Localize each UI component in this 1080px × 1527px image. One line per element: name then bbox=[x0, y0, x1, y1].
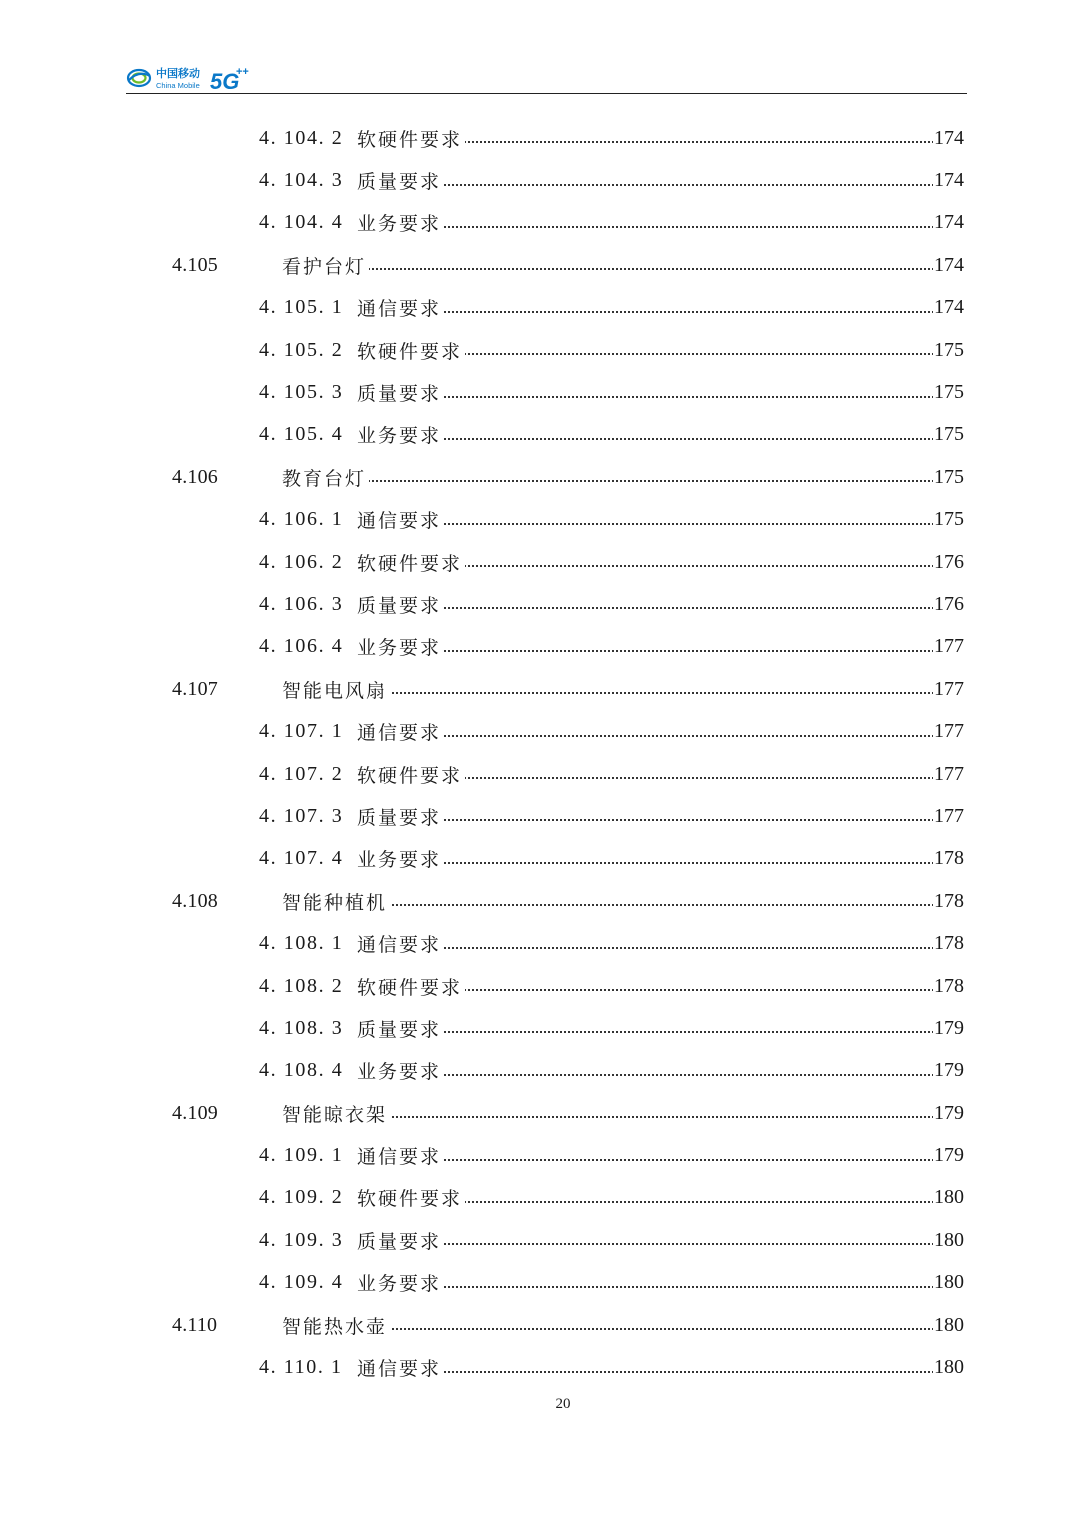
toc-dot-leader bbox=[360, 396, 962, 398]
toc-entry-title: 通信要求 bbox=[357, 506, 444, 533]
toc-entry-number: 4. 108. 3 bbox=[259, 1016, 344, 1039]
logo-cn-text: 中国移动 bbox=[156, 67, 200, 80]
toc-entry-title: 智能电风扇 bbox=[282, 676, 390, 703]
toc-entry-title: 软硬件要求 bbox=[357, 761, 465, 788]
toc-entry-title: 业务要求 bbox=[357, 421, 444, 448]
toc-dot-leader bbox=[360, 735, 962, 737]
toc-entry-title: 业务要求 bbox=[357, 1057, 444, 1084]
toc-entry-page: 177 bbox=[934, 677, 964, 700]
toc-entry-title: 业务要求 bbox=[357, 1269, 444, 1296]
toc-entry[interactable] bbox=[0, 1050, 1080, 1092]
toc-entry[interactable] bbox=[0, 117, 1080, 159]
toc-entry-page: 180 bbox=[934, 1271, 964, 1294]
toc-entry-number: 4. 105. 4 bbox=[259, 423, 344, 446]
toc-entry-page: 174 bbox=[934, 211, 964, 234]
toc-dot-leader bbox=[360, 607, 962, 609]
toc-dot-leader bbox=[360, 523, 962, 525]
toc-entry-title: 智能晾衣架 bbox=[282, 1100, 390, 1127]
toc-entry-page: 180 bbox=[934, 1356, 964, 1379]
toc-dot-leader bbox=[360, 1074, 962, 1076]
toc-entry-page: 175 bbox=[934, 381, 964, 404]
logo-plus-text: ++ bbox=[236, 66, 249, 78]
toc-entry-page: 175 bbox=[934, 338, 964, 361]
toc-entry-title: 通信要求 bbox=[357, 718, 444, 745]
toc-entry-title: 通信要求 bbox=[357, 294, 444, 321]
toc-entry-page: 174 bbox=[934, 169, 964, 192]
toc-dot-leader bbox=[360, 1371, 962, 1373]
china-mobile-swirl-icon bbox=[128, 70, 150, 86]
toc-entry-page: 178 bbox=[934, 932, 964, 955]
toc-entry-number: 4. 107. 4 bbox=[259, 847, 344, 870]
toc-entry-page: 179 bbox=[934, 1059, 964, 1082]
toc-entry-title: 智能种植机 bbox=[282, 888, 390, 915]
toc-entry-page: 178 bbox=[934, 889, 964, 912]
toc-entry-page: 174 bbox=[934, 126, 964, 149]
header-divider bbox=[126, 93, 967, 94]
toc-entry-number: 4. 106. 3 bbox=[259, 592, 344, 615]
toc-entry-page: 180 bbox=[934, 1313, 964, 1336]
toc-entry-number: 4. 104. 2 bbox=[259, 126, 344, 149]
toc-entry-title: 软硬件要求 bbox=[357, 125, 465, 152]
toc-entry[interactable] bbox=[0, 287, 1080, 329]
toc-entry-page: 177 bbox=[934, 804, 964, 827]
toc-entry-title: 软硬件要求 bbox=[357, 973, 465, 1000]
toc-entry-page: 177 bbox=[934, 720, 964, 743]
toc-entry[interactable] bbox=[0, 329, 1080, 371]
toc-entry-number: 4. 108. 2 bbox=[259, 974, 344, 997]
toc-entry-title: 业务要求 bbox=[357, 845, 444, 872]
table-of-contents bbox=[0, 117, 1080, 1389]
toc-entry-page: 179 bbox=[934, 1016, 964, 1039]
toc-entry-page: 177 bbox=[934, 635, 964, 658]
toc-entry-page: 180 bbox=[934, 1228, 964, 1251]
toc-dot-leader bbox=[360, 1031, 962, 1033]
toc-entry-page: 176 bbox=[934, 592, 964, 615]
toc-entry-page: 178 bbox=[934, 974, 964, 997]
toc-dot-leader bbox=[360, 184, 962, 186]
toc-entry-number: 4. 107. 2 bbox=[259, 762, 344, 785]
toc-entry-page: 174 bbox=[934, 253, 964, 276]
toc-entry[interactable] bbox=[0, 922, 1080, 964]
toc-entry-number: 4. 109. 3 bbox=[259, 1228, 344, 1251]
toc-dot-leader bbox=[360, 1286, 962, 1288]
toc-entry[interactable] bbox=[0, 244, 1080, 286]
toc-entry-title: 质量要求 bbox=[357, 379, 444, 406]
toc-entry-number: 4. 105. 2 bbox=[259, 338, 344, 361]
toc-dot-leader bbox=[360, 819, 962, 821]
toc-entry-number: 4. 107. 3 bbox=[259, 804, 344, 827]
toc-entry-number: 4. 109. 2 bbox=[259, 1186, 344, 1209]
toc-entry[interactable] bbox=[0, 202, 1080, 244]
toc-entry-page: 177 bbox=[934, 762, 964, 785]
toc-entry-title: 看护台灯 bbox=[282, 252, 369, 279]
toc-dot-leader bbox=[360, 1116, 962, 1118]
china-mobile-logo bbox=[126, 62, 256, 92]
toc-entry[interactable] bbox=[0, 1177, 1080, 1219]
toc-entry-number: 4. 108. 1 bbox=[259, 932, 344, 955]
toc-entry[interactable] bbox=[0, 965, 1080, 1007]
toc-entry[interactable] bbox=[0, 1092, 1080, 1134]
toc-entry-title: 质量要求 bbox=[357, 803, 444, 830]
toc-entry[interactable] bbox=[0, 1219, 1080, 1261]
toc-entry[interactable] bbox=[0, 838, 1080, 880]
toc-entry-number: 4. 104. 3 bbox=[259, 169, 344, 192]
toc-entry[interactable] bbox=[0, 1262, 1080, 1304]
toc-entry-number: 4. 107. 1 bbox=[259, 720, 344, 743]
toc-entry-number: 4. 106. 1 bbox=[259, 508, 344, 531]
toc-entry[interactable] bbox=[0, 1304, 1080, 1346]
toc-entry-number: 4. 105. 3 bbox=[259, 381, 344, 404]
toc-dot-leader bbox=[360, 1243, 962, 1245]
page-number: 20 bbox=[555, 1396, 571, 1412]
toc-dot-leader bbox=[360, 1328, 962, 1330]
toc-dot-leader bbox=[360, 692, 962, 694]
toc-entry-page: 180 bbox=[934, 1186, 964, 1209]
toc-entry-title: 质量要求 bbox=[357, 1227, 444, 1254]
logo-en-text: China Mobile bbox=[156, 81, 200, 90]
toc-dot-leader bbox=[360, 268, 962, 270]
toc-entry-number: 4. 104. 4 bbox=[259, 211, 344, 234]
toc-dot-leader bbox=[360, 947, 962, 949]
toc-entry[interactable] bbox=[0, 456, 1080, 498]
toc-entry-title: 质量要求 bbox=[357, 591, 444, 618]
toc-entry-number: 4.109 bbox=[172, 1101, 218, 1124]
toc-entry-page: 179 bbox=[934, 1144, 964, 1167]
toc-entry-page: 178 bbox=[934, 847, 964, 870]
toc-entry-title: 软硬件要求 bbox=[357, 337, 465, 364]
toc-entry[interactable] bbox=[0, 626, 1080, 668]
toc-entry-number: 4. 106. 2 bbox=[259, 550, 344, 573]
toc-entry-number: 4.108 bbox=[172, 889, 218, 912]
toc-entry-title: 软硬件要求 bbox=[357, 549, 465, 576]
toc-entry[interactable] bbox=[0, 583, 1080, 625]
toc-entry[interactable] bbox=[0, 1007, 1080, 1049]
toc-entry-title: 业务要求 bbox=[357, 633, 444, 660]
toc-entry-title: 智能热水壶 bbox=[282, 1312, 390, 1339]
toc-entry-number: 4. 110. 1 bbox=[259, 1356, 343, 1379]
toc-entry-number: 4. 109. 1 bbox=[259, 1144, 344, 1167]
toc-entry-title: 软硬件要求 bbox=[357, 1184, 465, 1211]
logo-5g-text: 5G bbox=[210, 69, 240, 92]
toc-entry-title: 通信要求 bbox=[357, 1354, 444, 1381]
toc-dot-leader bbox=[360, 480, 962, 482]
toc-entry-number: 4. 105. 1 bbox=[259, 296, 344, 319]
toc-entry-title: 教育台灯 bbox=[282, 464, 369, 491]
toc-entry-title: 质量要求 bbox=[357, 167, 444, 194]
toc-entry-page: 174 bbox=[934, 296, 964, 319]
toc-dot-leader bbox=[360, 438, 962, 440]
toc-entry-number: 4. 106. 4 bbox=[259, 635, 344, 658]
toc-entry-title: 通信要求 bbox=[357, 930, 444, 957]
toc-entry-number: 4.105 bbox=[172, 253, 218, 276]
toc-dot-leader bbox=[360, 1159, 962, 1161]
toc-entry[interactable] bbox=[0, 371, 1080, 413]
toc-entry-number: 4.107 bbox=[172, 677, 218, 700]
toc-entry[interactable] bbox=[0, 710, 1080, 752]
toc-entry[interactable] bbox=[0, 541, 1080, 583]
toc-entry-number: 4. 109. 4 bbox=[259, 1271, 344, 1294]
toc-entry-number: 4.106 bbox=[172, 465, 218, 488]
toc-entry-number: 4.110 bbox=[172, 1313, 218, 1336]
toc-entry-title: 通信要求 bbox=[357, 1142, 444, 1169]
toc-entry[interactable] bbox=[0, 880, 1080, 922]
toc-entry-title: 质量要求 bbox=[357, 1015, 444, 1042]
toc-entry[interactable] bbox=[0, 753, 1080, 795]
toc-dot-leader bbox=[360, 904, 962, 906]
toc-dot-leader bbox=[360, 226, 962, 228]
toc-entry-page: 176 bbox=[934, 550, 964, 573]
toc-entry-page: 179 bbox=[934, 1101, 964, 1124]
toc-entry-page: 175 bbox=[934, 508, 964, 531]
toc-entry[interactable] bbox=[0, 159, 1080, 201]
toc-entry[interactable] bbox=[0, 1134, 1080, 1176]
toc-dot-leader bbox=[360, 311, 962, 313]
toc-entry[interactable] bbox=[0, 499, 1080, 541]
toc-dot-leader bbox=[360, 650, 962, 652]
toc-entry-title: 业务要求 bbox=[357, 209, 444, 236]
toc-entry[interactable] bbox=[0, 414, 1080, 456]
toc-entry-page: 175 bbox=[934, 423, 964, 446]
toc-dot-leader bbox=[360, 862, 962, 864]
toc-entry-page: 175 bbox=[934, 465, 964, 488]
toc-entry-number: 4. 108. 4 bbox=[259, 1059, 344, 1082]
toc-entry[interactable] bbox=[0, 668, 1080, 710]
page-header bbox=[126, 58, 967, 96]
toc-entry[interactable] bbox=[0, 795, 1080, 837]
toc-entry[interactable] bbox=[0, 1346, 1080, 1388]
